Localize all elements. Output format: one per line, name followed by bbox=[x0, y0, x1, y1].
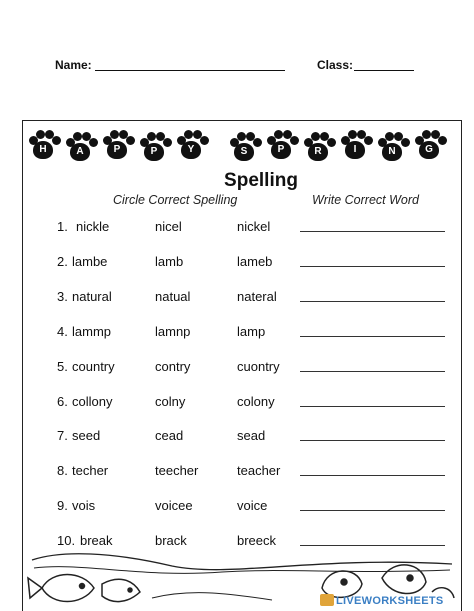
liveworksheets-logo-icon bbox=[320, 594, 334, 606]
banner-letter: G bbox=[419, 141, 439, 159]
banner-letter: I bbox=[345, 141, 365, 159]
circle-column-heading: Circle Correct Spelling bbox=[113, 193, 238, 207]
answer-field[interactable] bbox=[300, 510, 445, 511]
banner-letter: A bbox=[70, 143, 90, 161]
watermark bbox=[320, 594, 444, 607]
item-number: 2. bbox=[57, 254, 68, 269]
item-number: 8. bbox=[57, 463, 68, 478]
paw-print-icon bbox=[375, 132, 409, 164]
item-number: 9. bbox=[57, 498, 68, 513]
answer-field[interactable] bbox=[300, 231, 445, 232]
spelling-option[interactable]: voice bbox=[237, 498, 268, 513]
spelling-option[interactable]: collony bbox=[72, 394, 113, 409]
spelling-option[interactable]: sead bbox=[237, 428, 266, 443]
item-number: 1. bbox=[57, 219, 68, 234]
spelling-option[interactable]: lammp bbox=[72, 324, 112, 339]
spelling-option[interactable]: teacher bbox=[237, 463, 281, 478]
name-field[interactable] bbox=[95, 70, 285, 71]
spelling-option[interactable]: nicel bbox=[155, 219, 182, 234]
item-number: 5. bbox=[57, 359, 68, 374]
spelling-option[interactable]: country bbox=[72, 359, 115, 374]
paw-print-icon bbox=[174, 130, 208, 162]
banner-letter: P bbox=[144, 143, 164, 161]
spelling-row bbox=[0, 359, 474, 379]
item-number: 6. bbox=[57, 394, 68, 409]
paw-print-icon bbox=[338, 130, 372, 162]
spelling-option[interactable]: lameb bbox=[237, 254, 273, 269]
spelling-row bbox=[0, 428, 474, 448]
answer-field[interactable] bbox=[300, 440, 445, 441]
spelling-option[interactable]: lamp bbox=[237, 324, 266, 339]
spelling-option[interactable]: teecher bbox=[155, 463, 199, 478]
spelling-option[interactable]: lambe bbox=[72, 254, 108, 269]
spelling-option[interactable]: lamb bbox=[155, 254, 184, 269]
name-label: Name: bbox=[55, 58, 92, 72]
paw-print-icon bbox=[100, 130, 134, 162]
spelling-row bbox=[0, 324, 474, 344]
spelling-option[interactable]: colony bbox=[237, 394, 275, 409]
class-field[interactable] bbox=[354, 70, 414, 71]
spelling-option[interactable]: natual bbox=[155, 289, 191, 304]
banner-letter: S bbox=[234, 143, 254, 161]
banner-letter: R bbox=[308, 143, 328, 161]
spelling-option[interactable]: techer bbox=[72, 463, 109, 478]
answer-field[interactable] bbox=[300, 266, 445, 267]
worksheet-title: Spelling bbox=[224, 170, 298, 191]
paw-print-icon bbox=[264, 130, 298, 162]
answer-field[interactable] bbox=[300, 301, 445, 302]
spelling-row bbox=[0, 219, 474, 239]
spelling-option[interactable]: colny bbox=[155, 394, 186, 409]
banner-letter: Y bbox=[181, 141, 201, 159]
item-number: 4. bbox=[57, 324, 68, 339]
spelling-row bbox=[0, 289, 474, 309]
paw-print-icon bbox=[63, 132, 97, 164]
spelling-option[interactable]: cead bbox=[155, 428, 184, 443]
spelling-option[interactable]: lamnp bbox=[155, 324, 191, 339]
answer-field[interactable] bbox=[300, 336, 445, 337]
spelling-option[interactable]: nateral bbox=[237, 289, 277, 304]
banner-letter: H bbox=[33, 141, 53, 159]
student-info-line bbox=[0, 56, 474, 76]
spelling-option[interactable]: breeck bbox=[237, 533, 277, 548]
item-number: 3. bbox=[57, 289, 68, 304]
class-label: Class: bbox=[317, 58, 354, 72]
paw-print-icon bbox=[227, 132, 261, 164]
spelling-option[interactable]: contry bbox=[155, 359, 191, 374]
spelling-row bbox=[0, 254, 474, 274]
spelling-option[interactable]: voicee bbox=[155, 498, 193, 513]
spelling-option[interactable]: nickel bbox=[237, 219, 271, 234]
spelling-option[interactable]: seed bbox=[72, 428, 101, 443]
answer-field[interactable] bbox=[300, 475, 445, 476]
item-number: 7. bbox=[57, 428, 68, 443]
paw-print-icon bbox=[412, 130, 446, 162]
paw-print-icon bbox=[301, 132, 335, 164]
spelling-row bbox=[0, 463, 474, 483]
answer-field[interactable] bbox=[300, 371, 445, 372]
watermark-text: LIVEWORKSHEETS bbox=[336, 595, 444, 607]
spelling-option[interactable]: break bbox=[80, 533, 113, 548]
spelling-row bbox=[0, 498, 474, 518]
happy-spring-banner bbox=[26, 128, 456, 164]
answer-field[interactable] bbox=[300, 545, 445, 546]
spelling-option[interactable]: nickle bbox=[76, 219, 110, 234]
answer-field[interactable] bbox=[300, 406, 445, 407]
spelling-option[interactable]: vois bbox=[72, 498, 96, 513]
item-number: 10. bbox=[57, 533, 76, 548]
spelling-row bbox=[0, 394, 474, 414]
banner-letter: P bbox=[107, 141, 127, 159]
banner-letter: N bbox=[382, 143, 402, 161]
paw-print-icon bbox=[137, 132, 171, 164]
spelling-option[interactable]: cuontry bbox=[237, 359, 280, 374]
banner-letter: P bbox=[271, 141, 291, 159]
fish-icon bbox=[28, 575, 140, 602]
spelling-option[interactable]: brack bbox=[155, 533, 187, 548]
spelling-option[interactable]: natural bbox=[72, 289, 112, 304]
write-column-heading: Write Correct Word bbox=[312, 193, 419, 207]
paw-print-icon bbox=[26, 130, 60, 162]
